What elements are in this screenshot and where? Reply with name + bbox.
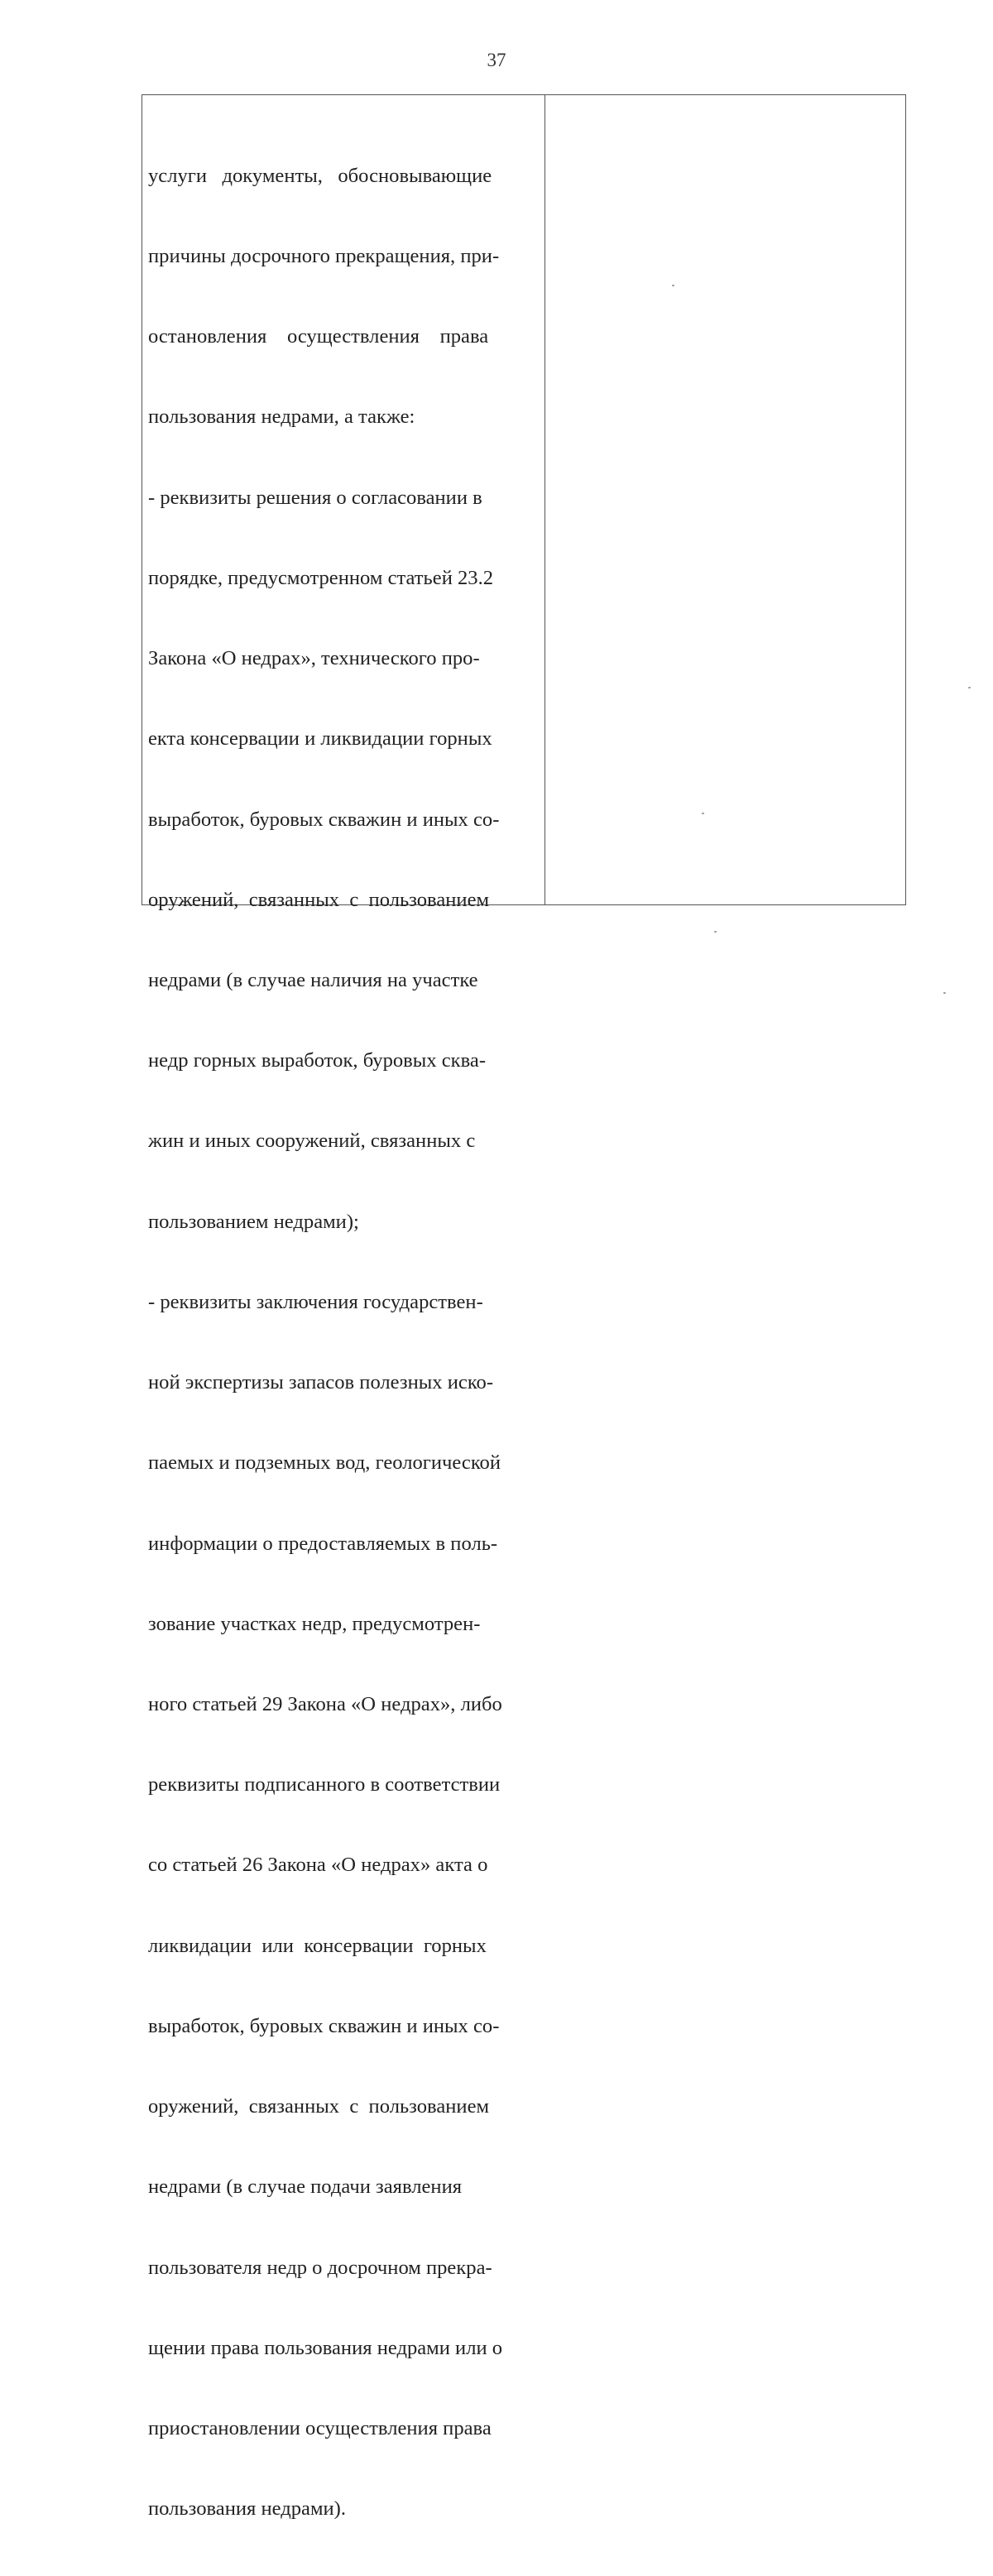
text-line: ного статьей 29 Закона «О недрах», либо (148, 1692, 502, 1715)
text-line: паемых и подземных вод, геологической (148, 1451, 501, 1475)
text-line: оружений, связанных с пользованием (148, 888, 490, 911)
text-line: щении права пользования недрами или о (148, 2336, 503, 2359)
text-line: со статьей 26 Закона «О недрах» акта о (148, 1854, 488, 1877)
text-line: порядке, предусмотренном статьей 23.2 (148, 566, 494, 589)
text-line: недрами (в случае наличия на участке (148, 969, 478, 991)
text-line: - реквизиты решения о согласовании в (148, 486, 482, 509)
text-line: - реквизиты заключения государствен- (148, 1290, 483, 1313)
text-line: недр горных выработок, буровых сква- (148, 1049, 487, 1072)
text-line: пользователя недр о досрочном прекра- (148, 2256, 492, 2279)
text-line: выработок, буровых скважин и иных со- (148, 808, 500, 831)
text-line: оружений, связанных с пользованием (148, 2095, 490, 2118)
text-line: причины досрочного прекращения, при- (148, 245, 500, 268)
scan-speck (968, 687, 971, 688)
text-line: жин и иных сооружений, связанных с (148, 1130, 476, 1153)
table-cell-text (148, 109, 540, 2576)
scan-speck (714, 931, 717, 933)
text-line: ной экспертизы запасов полезных иско- (148, 1371, 494, 1394)
scan-speck (702, 813, 704, 814)
text-line: остановления осуществления права (148, 325, 489, 348)
text-line: пользования недрами, а также: (148, 405, 415, 429)
text-line: приостановлении осуществления права (148, 2416, 492, 2439)
text-line: екта консервации и ликвидации горных (148, 727, 492, 751)
document-table (142, 94, 906, 2521)
page-number: 37 (487, 50, 506, 70)
text-line: недрами (в случае подачи заявления (148, 2175, 463, 2199)
text-line: услуги документы, обосновывающие (148, 164, 492, 187)
scan-speck (672, 285, 674, 286)
text-line: ликвидации или консервации горных (148, 1934, 487, 1957)
text-line: выработок, буровых скважин и иных со- (148, 2014, 500, 2037)
scan-speck (943, 992, 946, 994)
text-line: пользования недрами). (148, 2497, 347, 2521)
text-line: реквизиты подписанного в соответствии (148, 1773, 501, 1796)
text-line: пользованием недрами); (148, 1210, 359, 1233)
text-line: информации о предоставляемых в поль- (148, 1532, 498, 1555)
text-line: Закона «О недрах», технического про- (148, 647, 480, 670)
table-cell-left (142, 95, 545, 2521)
text-line: зование участках недр, предусмотрен- (148, 1612, 481, 1635)
table-cell-right (545, 95, 905, 904)
